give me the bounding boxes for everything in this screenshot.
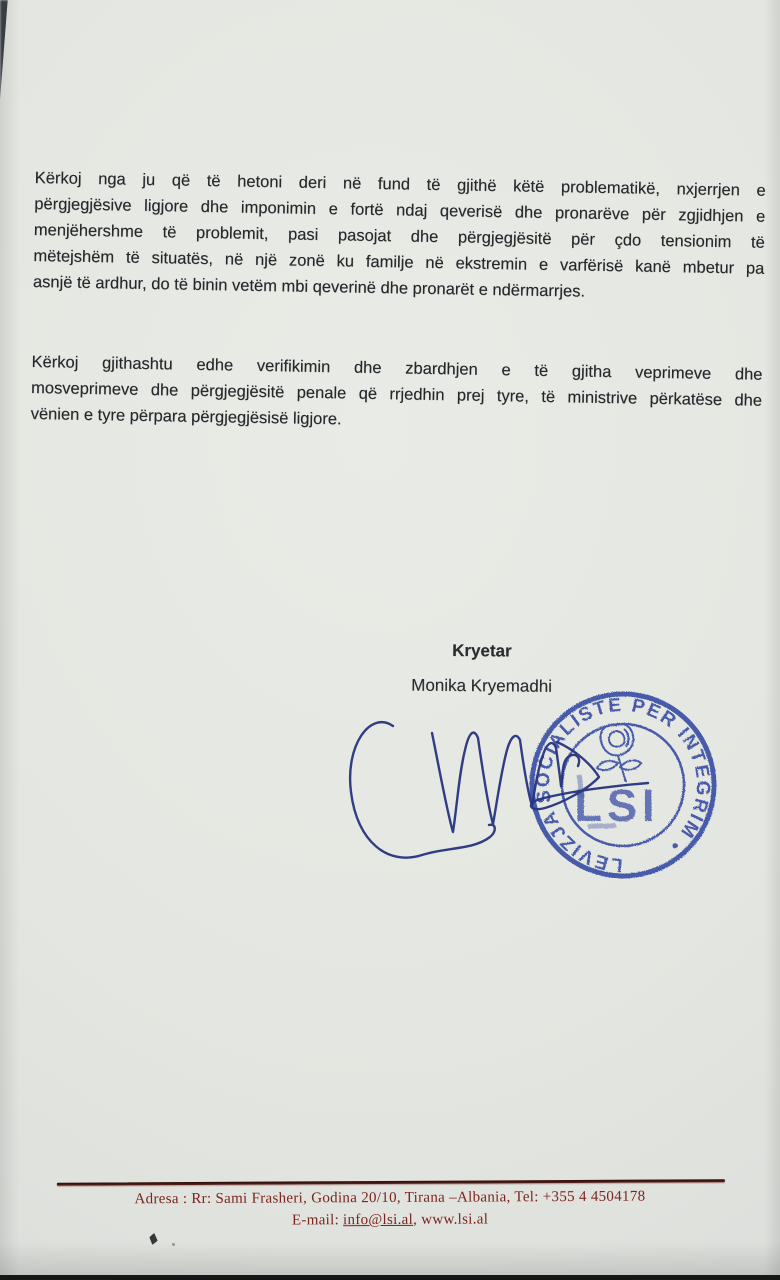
paragraph-line: mosveprimeve dhe përgjegjësitë penale që rrjedhin prej tyre, të ministrive përkatëse dhe	[30, 378, 763, 410]
ink-speck	[148, 1232, 160, 1246]
email-link: info@lsi.al	[342, 1211, 414, 1229]
photo-corner-shadow	[0, 0, 14, 100]
paragraph	[33, 165, 766, 308]
footer-contact	[0, 1209, 780, 1232]
footer-address: Adresa : Rr: Sami Frasheri, Godina 20/10, Tirana –Albania, Tel: +355 4 4504178	[134, 1188, 646, 1208]
email-label: E-mail:	[291, 1212, 340, 1229]
paragraph-line: asnjë të ardhur, do të binin vetëm mbi qeverinë dhe pronarët e ndërmarrjes.	[32, 272, 586, 301]
paragraph-line: menjëhershme të problemit, pasi pasojat dhe përgjegjësitë për çdo tensionim të	[33, 220, 765, 252]
footer-rule	[57, 1179, 725, 1185]
stamp-ring-text: LËVIZJA SOCIALISTE PËR INTEGRIM •	[532, 694, 714, 876]
signatory-title: Kryetar	[452, 640, 512, 661]
paragraph-line: mëtejshëm të situatës, në një zonë ku familje në ekstremin e varfërisë kanë mbetur pa	[33, 246, 765, 278]
website-text: , www.lsi.al	[413, 1211, 489, 1228]
paragraph-line: përgjegjësive ligjore dhe imponimin e fortë ndaj qeverisë dhe pronarëve për zgjidhjen e	[34, 194, 766, 226]
signatory-name: Monika Kryemadhi	[411, 675, 553, 696]
paragraph-line: Kërkoj gjithashtu edhe verifikimin dhe zbardhjen e të gjitha veprimeve dhe	[31, 352, 763, 384]
photo-bottom-edge	[0, 1275, 780, 1280]
stamp-lsi-text: LSI	[574, 780, 660, 831]
ink-speck	[172, 1243, 175, 1246]
paragraph-line: vënien e tyre përpara përgjegjësisë ligjore.	[30, 404, 342, 429]
handwritten-signature	[340, 700, 720, 885]
footer	[0, 1179, 780, 1232]
paragraph-line: Kërkoj nga ju që të hetoni deri në fund të gjithë këtë problematikë, nxjerrjen e	[34, 168, 766, 200]
letter-body	[30, 165, 765, 440]
paragraph	[30, 349, 762, 440]
